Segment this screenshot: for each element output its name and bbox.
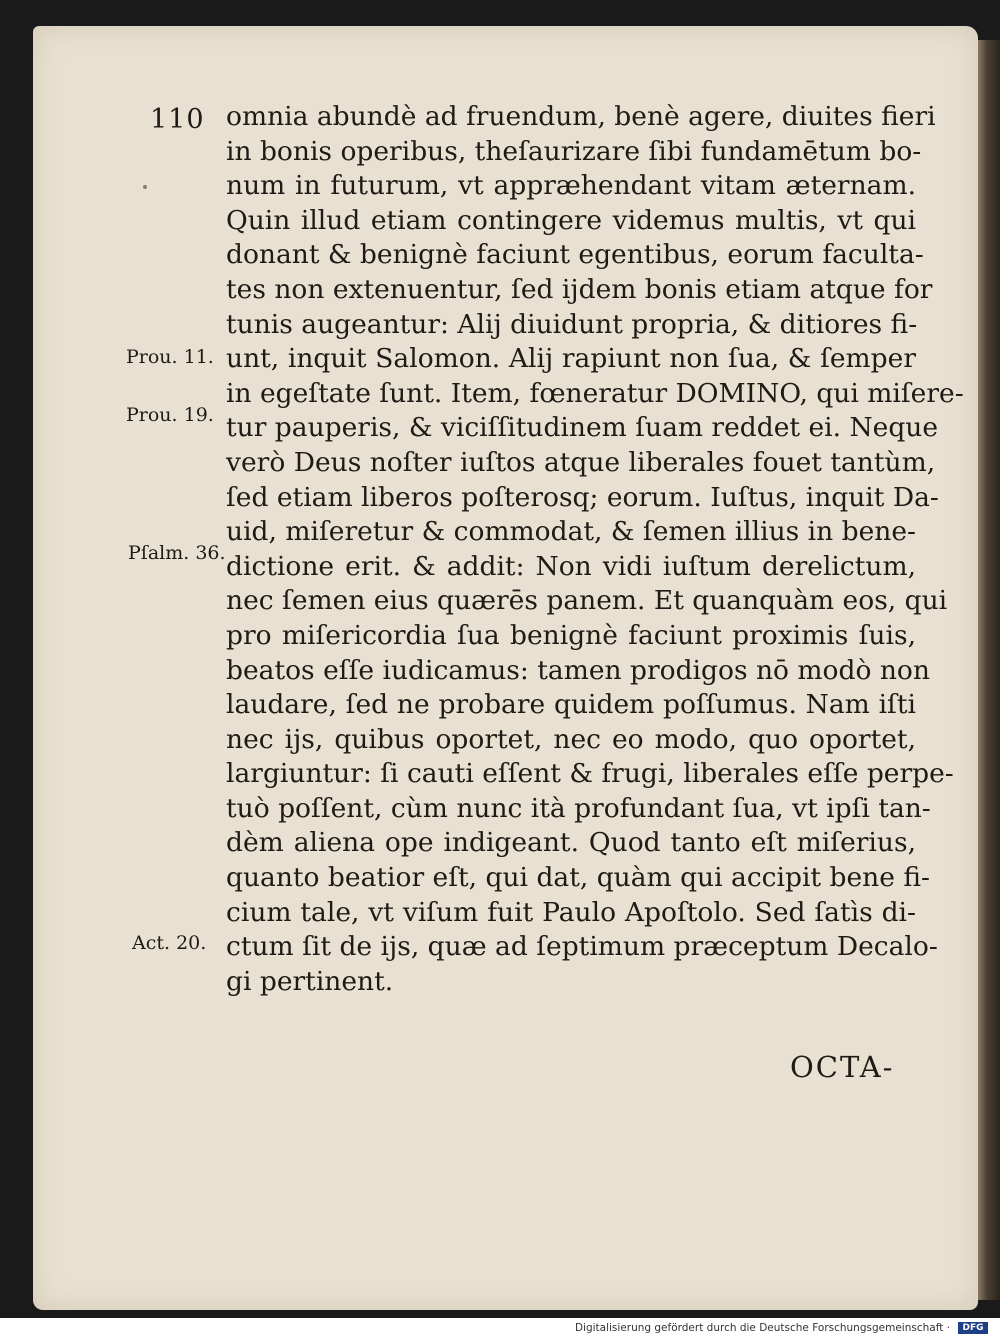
text-line: largiuntur: ſi cauti eſſent & frugi, liberales eſſe perpe- bbox=[226, 758, 954, 790]
text-line: num in futurum, vt appræhendant vitam æternam. bbox=[226, 170, 916, 202]
text-line: tes non extenuentur, ſed ijdem bonis etiam atque for bbox=[226, 273, 933, 305]
text-line: dèm aliena ope indigeant. Quod tanto eſt miſerius, bbox=[226, 827, 916, 859]
dfg-logo: DFG bbox=[958, 1322, 988, 1334]
text-line: dictione erit. & addit: Non vidi iuſtum derelictum, bbox=[226, 550, 916, 582]
text-line: verò Deus noſter iuſtos atque liberales fouet tantùm, bbox=[226, 446, 936, 478]
text-line: nec ſemen eius quærēs panem. Et quanquàm eos, qui bbox=[226, 585, 948, 617]
catchword: OCTA- bbox=[790, 1050, 895, 1084]
margin-note-psalm-36: Pſalm. 36. bbox=[128, 542, 226, 564]
text-line: cium tale, vt viſum fuit Paulo Apoſtolo. Sed ſatìs di- bbox=[226, 896, 916, 928]
text-line: Quin illud etiam contingere videmus multis, vt qui bbox=[226, 204, 916, 236]
text-line: quanto beatior eſt, qui dat, quàm qui accipit bene fi- bbox=[226, 862, 930, 894]
text-line: ſed etiam liberos poſterosq; eorum. Iuſtus, inquit Da- bbox=[226, 481, 939, 513]
text-line: in bonis operibus, theſaurizare ſibi fundamētum bo- bbox=[226, 135, 922, 167]
margin-note-prov-19: Prou. 19. bbox=[126, 404, 214, 426]
text-line: unt, inquit Salomon. Alij rapiunt non ſua, & ſemper bbox=[226, 343, 916, 375]
text-line: omnia abundè ad fruendum, benè agere, diuites fieri bbox=[226, 101, 936, 132]
text-line: ctum ſit de ijs, quæ ad ſeptimum præceptum Decalo- bbox=[226, 931, 938, 963]
text-line: pro miſericordia ſua benignè faciunt proximis ſuis, bbox=[226, 619, 916, 651]
text-line: beatos eſſe iudicamus: tamen prodigos nō modò non bbox=[226, 654, 930, 686]
body-text bbox=[226, 100, 964, 999]
ink-speck bbox=[143, 185, 147, 189]
text-line: laudare, ſed ne probare quidem poſſumus. Nam iſti bbox=[226, 689, 916, 721]
footer-credit: Digitalisierung gefördert durch die Deutsche Forschungsgemeinschaft · bbox=[574, 1322, 950, 1334]
margin-note-act-20: Act. 20. bbox=[132, 932, 207, 954]
text-line: in egeſtate ſunt. Item, fœneratur DOMINO, qui miſere- bbox=[226, 377, 964, 409]
text-line: uid, miſeretur & commodat, & ſemen illius in bene- bbox=[226, 516, 916, 548]
text-line: gi pertinent. bbox=[226, 965, 394, 997]
text-line: tuò poſſent, cùm nunc ità profundant ſua, vt ipſi tan- bbox=[226, 792, 931, 824]
text-line: tur pauperis, & viciſſitudinem ſuam reddet ei. Neque bbox=[226, 412, 939, 444]
margin-note-prov-11: Prou. 11. bbox=[126, 346, 214, 368]
page-number: 110 bbox=[150, 104, 205, 135]
text-line: tunis augeantur: Alij diuidunt propria, & ditiores fi- bbox=[226, 308, 918, 340]
text-line: nec ijs, quibus oportet, nec eo modo, quo oportet, bbox=[226, 723, 916, 755]
page-edge bbox=[978, 40, 1000, 1300]
text-line: donant & benignè faciunt egentibus, eorum faculta- bbox=[226, 239, 924, 271]
